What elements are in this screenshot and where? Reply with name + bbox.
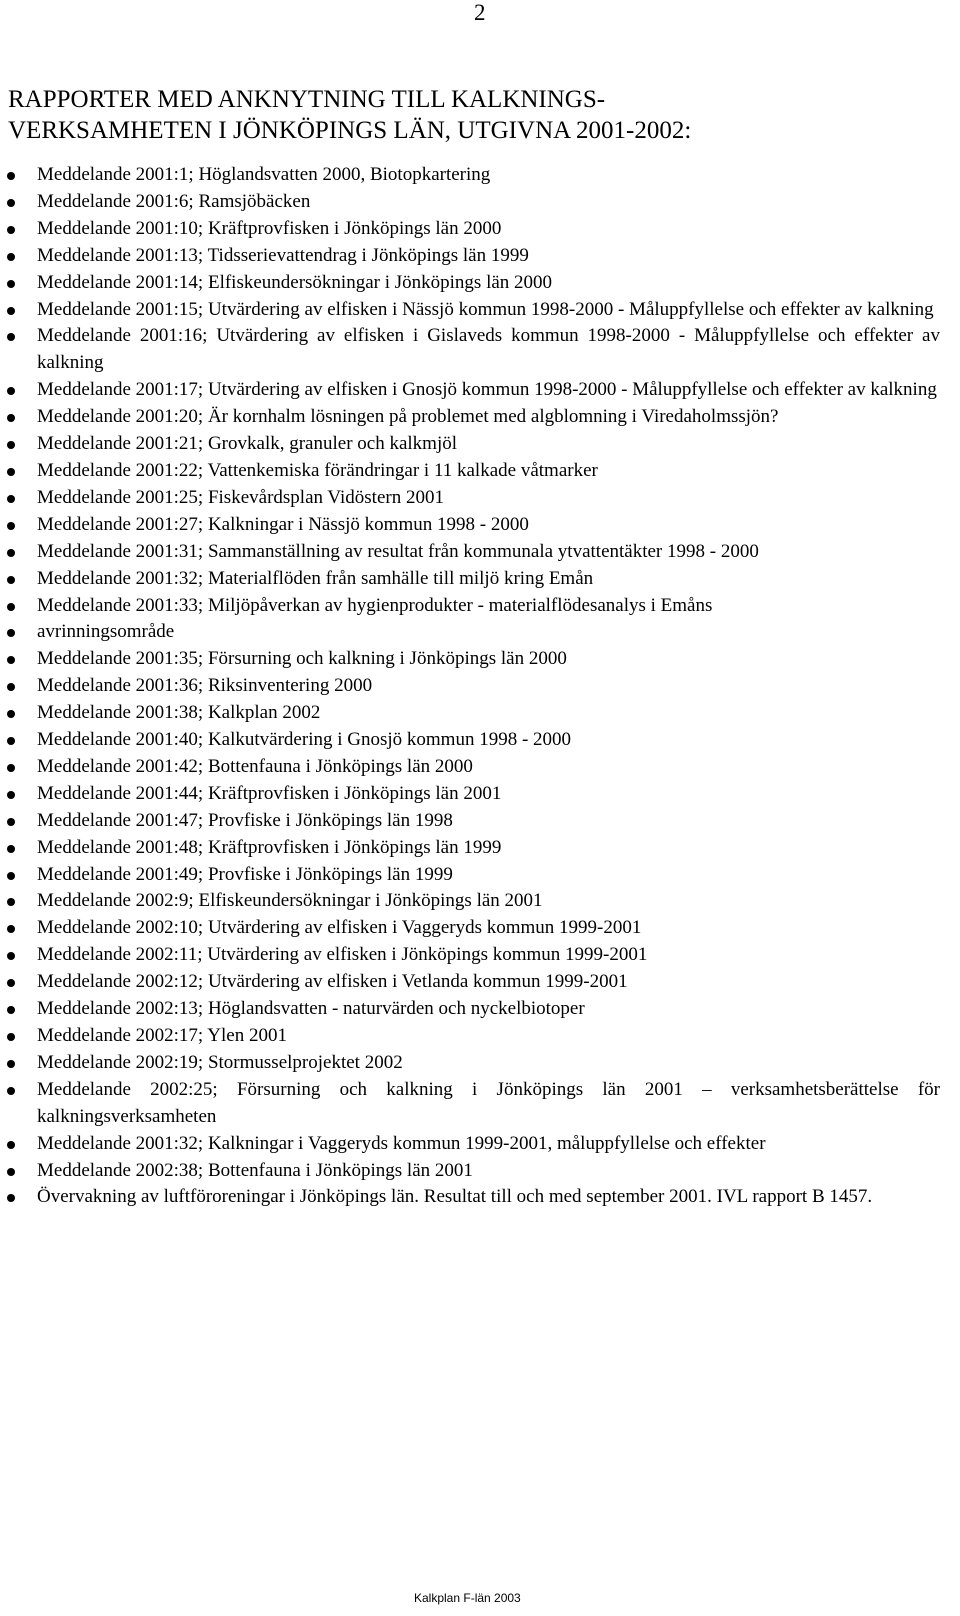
report-title: Meddelande 2001:36; Riksinventering 2000: [37, 675, 373, 697]
report-title: Meddelande 2001:42; Bottenfauna i Jönköpings län 2000: [37, 755, 473, 777]
report-list-item: [0, 1050, 940, 1077]
bullet-icon: [7, 1194, 15, 1202]
report-list-item: [0, 862, 940, 889]
report-list-item: [0, 1184, 940, 1211]
report-list: [0, 162, 940, 1211]
report-list-item: [0, 458, 940, 485]
report-title: Meddelande 2001:15; Utvärdering av elfisken i Nässjö kommun 1998-2000 - Måluppfyllelse och effekter av kalkning: [37, 298, 934, 320]
report-title: Meddelande 2001:40; Kalkutvärdering i Gnosjö kommun 1998 - 2000: [37, 729, 572, 751]
bullet-icon: [7, 441, 15, 449]
report-list-item: [0, 512, 940, 539]
page-heading: [8, 84, 938, 146]
bullet-icon: [7, 333, 15, 341]
report-title: Meddelande 2001:33; Miljöpåverkan av hygienprodukter - materialflödesanalys i Emåns: [37, 594, 713, 616]
bullet-icon: [7, 576, 15, 584]
report-list-item: [0, 619, 940, 646]
report-title: Meddelande 2001:38; Kalkplan 2002: [37, 702, 321, 724]
report-title: Meddelande 2001:27; Kalkningar i Nässjö kommun 1998 - 2000: [37, 513, 529, 535]
bullet-icon: [7, 656, 15, 664]
bullet-icon: [7, 979, 15, 987]
bullet-icon: [7, 683, 15, 691]
report-list-item: [0, 485, 940, 512]
report-list-item: [0, 727, 940, 754]
report-list-item: [0, 700, 940, 727]
report-list-item: [0, 808, 940, 835]
report-title: Meddelande 2001:17; Utvärdering av elfisken i Gnosjö kommun 1998-2000 - Måluppfyllelse och effekter av kalkning: [37, 379, 937, 401]
report-title: Meddelande 2002:38; Bottenfauna i Jönköpings län 2001: [37, 1159, 473, 1181]
bullet-icon: [7, 952, 15, 960]
report-title: Meddelande 2002:10; Utvärdering av elfisken i Vaggeryds kommun 1999-2001: [37, 917, 642, 939]
bullet-icon: [7, 522, 15, 530]
report-title: Meddelande 2001:44; Kräftprovfisken i Jönköpings län 2001: [37, 782, 502, 804]
report-title: Meddelande 2001:10; Kräftprovfisken i Jönköpings län 2000: [37, 217, 502, 239]
bullet-icon: [7, 172, 15, 180]
report-list-item: [0, 996, 940, 1023]
report-title: Meddelande 2002:12; Utvärdering av elfisken i Vetlanda kommun 1999-2001: [37, 971, 628, 993]
report-title: Meddelande 2001:25; Fiskevårdsplan Vidöstern 2001: [37, 486, 444, 508]
report-title: Meddelande 2002:13; Höglandsvatten - naturvärden och nyckelbiotoper: [37, 998, 585, 1020]
report-list-item: [0, 646, 940, 673]
report-title: Meddelande 2002:11; Utvärdering av elfisken i Jönköpings kommun 1999-2001: [37, 944, 648, 966]
report-list-item: [0, 243, 940, 270]
report-list-item: [0, 1023, 940, 1050]
bullet-icon: [7, 603, 15, 611]
report-list-item: [0, 835, 940, 862]
report-title: Meddelande 2001:16; Utvärdering av elfisken i Gislaveds kommun 1998-2000 - Måluppfyllelse och effekter av kalkning: [37, 325, 940, 374]
report-title: Meddelande 2001:1; Höglandsvatten 2000, Biotopkartering: [37, 164, 491, 185]
report-list-item: [0, 323, 940, 377]
report-list-item: [0, 431, 940, 458]
report-list-item: [0, 377, 940, 404]
report-title: Meddelande 2001:14; Elfiskeundersökningar i Jönköpings län 2000: [37, 271, 553, 293]
bullet-icon: [7, 387, 15, 395]
report-title: Meddelande 2001:31; Sammanställning av resultat från kommunala ytvattentäkter 1998 - 2000: [37, 540, 759, 562]
bullet-icon: [7, 1141, 15, 1149]
report-title: Meddelande 2002:9; Elfiskeundersökningar i Jönköpings län 2001: [37, 890, 543, 912]
report-title: Meddelande 2001:32; Materialflöden från samhälle till miljö kring Emån: [37, 567, 594, 589]
bullet-icon: [7, 495, 15, 503]
bullet-icon: [7, 898, 15, 906]
page-footer: Kalkplan F-län 2003: [414, 1591, 521, 1605]
bullet-icon: [7, 280, 15, 288]
bullet-icon: [7, 549, 15, 557]
report-title: Meddelande 2001:35; Försurning och kalkning i Jönköpings län 2000: [37, 648, 567, 670]
bullet-icon: [7, 1087, 15, 1095]
report-title: Meddelande 2001:49; Provfiske i Jönköpings län 1999: [37, 863, 453, 885]
report-title: Meddelande 2002:17; Ylen 2001: [37, 1025, 287, 1046]
heading-line-2: VERKSAMHETEN I JÖNKÖPINGS LÄN, UTGIVNA 2001-2002:: [8, 117, 692, 144]
report-list-item: [0, 216, 940, 243]
report-list-item: [0, 270, 940, 297]
report-title: Meddelande 2001:32; Kalkningar i Vaggeryds kommun 1999-2001, måluppfyllelse och effekter: [37, 1132, 766, 1154]
bullet-icon: [7, 253, 15, 261]
bullet-icon: [7, 1033, 15, 1041]
report-list-item: [0, 942, 940, 969]
report-title: Meddelande 2001:48; Kräftprovfisken i Jönköpings län 1999: [37, 836, 502, 858]
report-list-item: [0, 1131, 940, 1158]
bullet-icon: [7, 710, 15, 718]
bullet-icon: [7, 226, 15, 234]
page-number: 2: [474, 0, 486, 25]
bullet-icon: [7, 791, 15, 799]
report-list-item: [0, 1077, 940, 1131]
report-list-item: [0, 754, 940, 781]
report-list-item: [0, 915, 940, 942]
bullet-icon: [7, 629, 15, 637]
report-list-item: [0, 566, 940, 593]
report-title: Meddelande 2001:22; Vattenkemiska förändringar i 11 kalkade våtmarker: [37, 459, 598, 481]
bullet-icon: [7, 872, 15, 880]
report-list-item: [0, 189, 940, 216]
bullet-icon: [7, 468, 15, 476]
bullet-icon: [7, 414, 15, 422]
report-list-item: [0, 539, 940, 566]
report-title: Meddelande 2002:19; Stormusselprojektet 2002: [37, 1051, 403, 1073]
report-title: Meddelande 2001:21; Grovkalk, granuler och kalkmjöl: [37, 433, 458, 455]
bullet-icon: [7, 1006, 15, 1014]
report-title: Meddelande 2001:13; Tidsserievattendrag i Jönköpings län 1999: [37, 244, 529, 266]
bullet-icon: [7, 925, 15, 933]
report-list-item: [0, 781, 940, 808]
report-list-item: [0, 404, 940, 431]
bullet-icon: [7, 199, 15, 207]
heading-line-1: RAPPORTER MED ANKNYTNING TILL KALKNINGS-: [8, 86, 606, 113]
report-title: avrinningsområde: [37, 621, 175, 643]
report-list-item: [0, 593, 940, 620]
bullet-icon: [7, 845, 15, 853]
report-list-item: [0, 1158, 940, 1185]
report-title: Meddelande 2002:25; Försurning och kalkning i Jönköpings län 2001 – verksamhetsberättelse för kalkningsverksamheten: [37, 1078, 940, 1127]
bullet-icon: [7, 818, 15, 826]
report-list-item: [0, 888, 940, 915]
bullet-icon: [7, 737, 15, 745]
report-title: Meddelande 2001:20; Är kornhalm lösningen på problemet med algblomning i Viredaholmssjön?: [37, 406, 779, 428]
report-title: Övervakning av luftföroreningar i Jönköpings län. Resultat till och med september 2001. IVL rapport B 1457.: [37, 1186, 873, 1208]
report-list-item: [0, 297, 940, 324]
bullet-icon: [7, 764, 15, 772]
bullet-icon: [7, 1168, 15, 1176]
report-title: Meddelande 2001:6; Ramsjöbäcken: [37, 190, 311, 212]
bullet-icon: [7, 307, 15, 315]
report-list-item: [0, 673, 940, 700]
report-list-item: [0, 969, 940, 996]
report-list-item: [0, 162, 940, 189]
bullet-icon: [7, 1060, 15, 1068]
report-title: Meddelande 2001:47; Provfiske i Jönköpings län 1998: [37, 809, 453, 831]
